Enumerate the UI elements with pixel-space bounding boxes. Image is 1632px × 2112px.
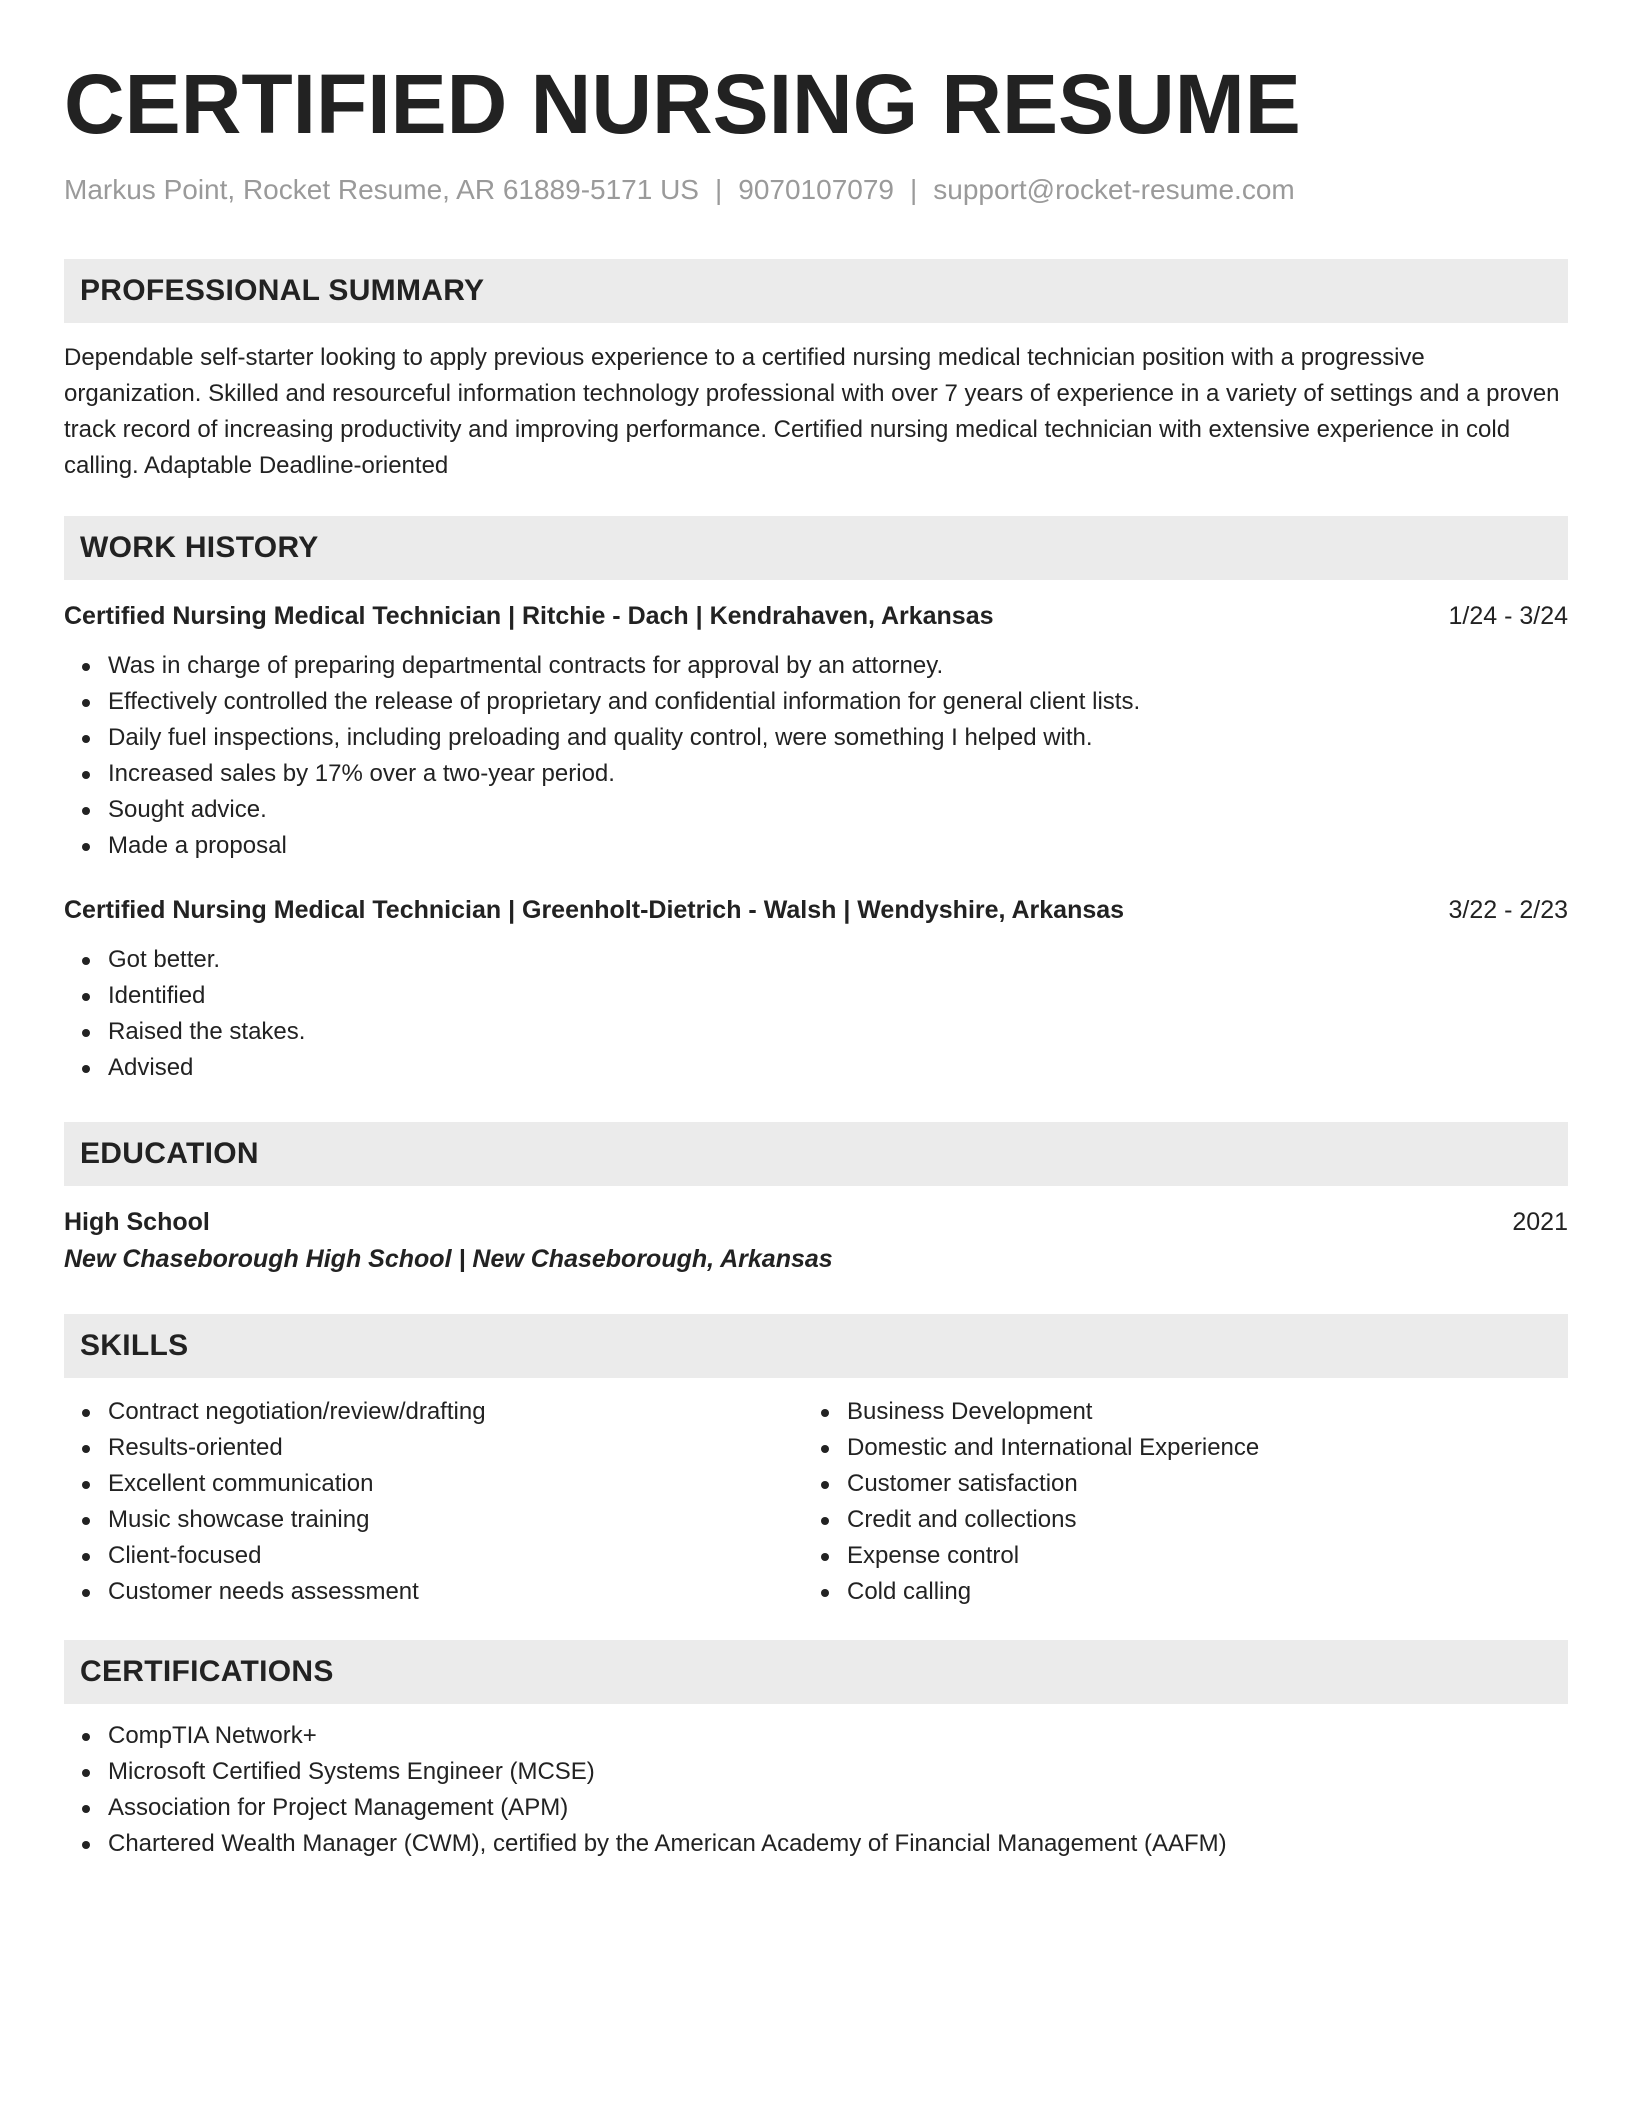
job-bullet: Made a proposal [108,828,1568,864]
section-heading-certifications: CERTIFICATIONS [64,1640,1568,1704]
job-header [64,892,1568,928]
job-entry [64,598,1568,864]
skill-item: Customer needs assessment [108,1574,803,1610]
job-bullets [64,648,1568,864]
certification-item: Chartered Wealth Manager (CWM), certified by the American Academy of Financial Management (AAFM) [108,1826,1568,1862]
education-header [64,1204,1568,1240]
certification-item: Microsoft Certified Systems Engineer (MCSE) [108,1754,1568,1790]
certifications-list [64,1718,1568,1862]
contact-line [64,172,1568,208]
contact-email: support@rocket-resume.com [933,174,1295,205]
contact-separator: | [910,174,918,205]
skill-item: Client-focused [108,1538,803,1574]
job-header [64,598,1568,634]
skill-item: Results-oriented [108,1430,803,1466]
skill-item: Credit and collections [847,1502,1542,1538]
job-bullet: Increased sales by 17% over a two-year period. [108,756,1568,792]
contact-separator: | [714,174,723,205]
job-bullet: Effectively controlled the release of proprietary and confidential information for general client lists. [108,684,1568,720]
section-heading-summary: PROFESSIONAL SUMMARY [64,259,1568,323]
skill-item: Cold calling [847,1574,1542,1610]
skill-item: Business Development [847,1394,1542,1430]
section-heading-skills: SKILLS [64,1314,1568,1378]
education-degree: High School [64,1208,210,1236]
skill-item: Music showcase training [108,1502,803,1538]
job-bullet: Got better. [108,942,1568,978]
skill-item: Customer satisfaction [847,1466,1542,1502]
section-heading-work-history: WORK HISTORY [64,516,1568,580]
job-dates: 1/24 - 3/24 [1448,602,1568,630]
resume-title: CERTIFIED NURSING RESUME [64,57,1301,151]
education-entry [64,1204,1568,1278]
skills-list-left [64,1394,803,1610]
certification-item: Association for Project Management (APM) [108,1790,1568,1826]
job-bullet: Was in charge of preparing departmental contracts for approval by an attorney. [108,648,1568,684]
job-bullet: Raised the stakes. [108,1014,1568,1050]
skill-item: Excellent communication [108,1466,803,1502]
job-bullet: Identified [108,978,1568,1014]
job-entry [64,892,1568,1086]
education-year: 2021 [1512,1208,1568,1236]
job-bullet: Daily fuel inspections, including preloading and quality control, were something I helped with. [108,720,1568,756]
skill-item: Expense control [847,1538,1542,1574]
contact-phone: 9070107079 [738,174,894,205]
section-heading-education: EDUCATION [64,1122,1568,1186]
skills-list-right [803,1394,1542,1610]
skills-columns [64,1394,1568,1610]
job-bullet: Sought advice. [108,792,1568,828]
education-school: New Chaseborough High School | New Chaseborough, Arkansas [64,1245,833,1273]
contact-address: Markus Point, Rocket Resume, AR 61889-5171 US [64,174,699,205]
skill-item: Domestic and International Experience [847,1430,1542,1466]
certification-item: CompTIA Network+ [108,1718,1568,1754]
job-bullets [64,942,1568,1086]
skill-item: Contract negotiation/review/drafting [108,1394,803,1430]
summary-text: Dependable self-starter looking to apply previous experience to a certified nursing medical technician position with a progressive organization. Skilled and resourceful information technology professional with over 7 years of experience in a variety of settings and a proven track record of increasing productivity and improving performance. Certified nursing medical technician with extensive experience in cold calling. Adaptable Deadline-oriented [64,344,1560,479]
job-dates: 3/22 - 2/23 [1448,896,1568,924]
job-title: Certified Nursing Medical Technician | Greenholt-Dietrich - Walsh | Wendyshire, Arkansas [64,896,1125,924]
job-title: Certified Nursing Medical Technician | Ritchie - Dach | Kendrahaven, Arkansas [64,602,994,630]
job-bullet: Advised [108,1050,1568,1086]
